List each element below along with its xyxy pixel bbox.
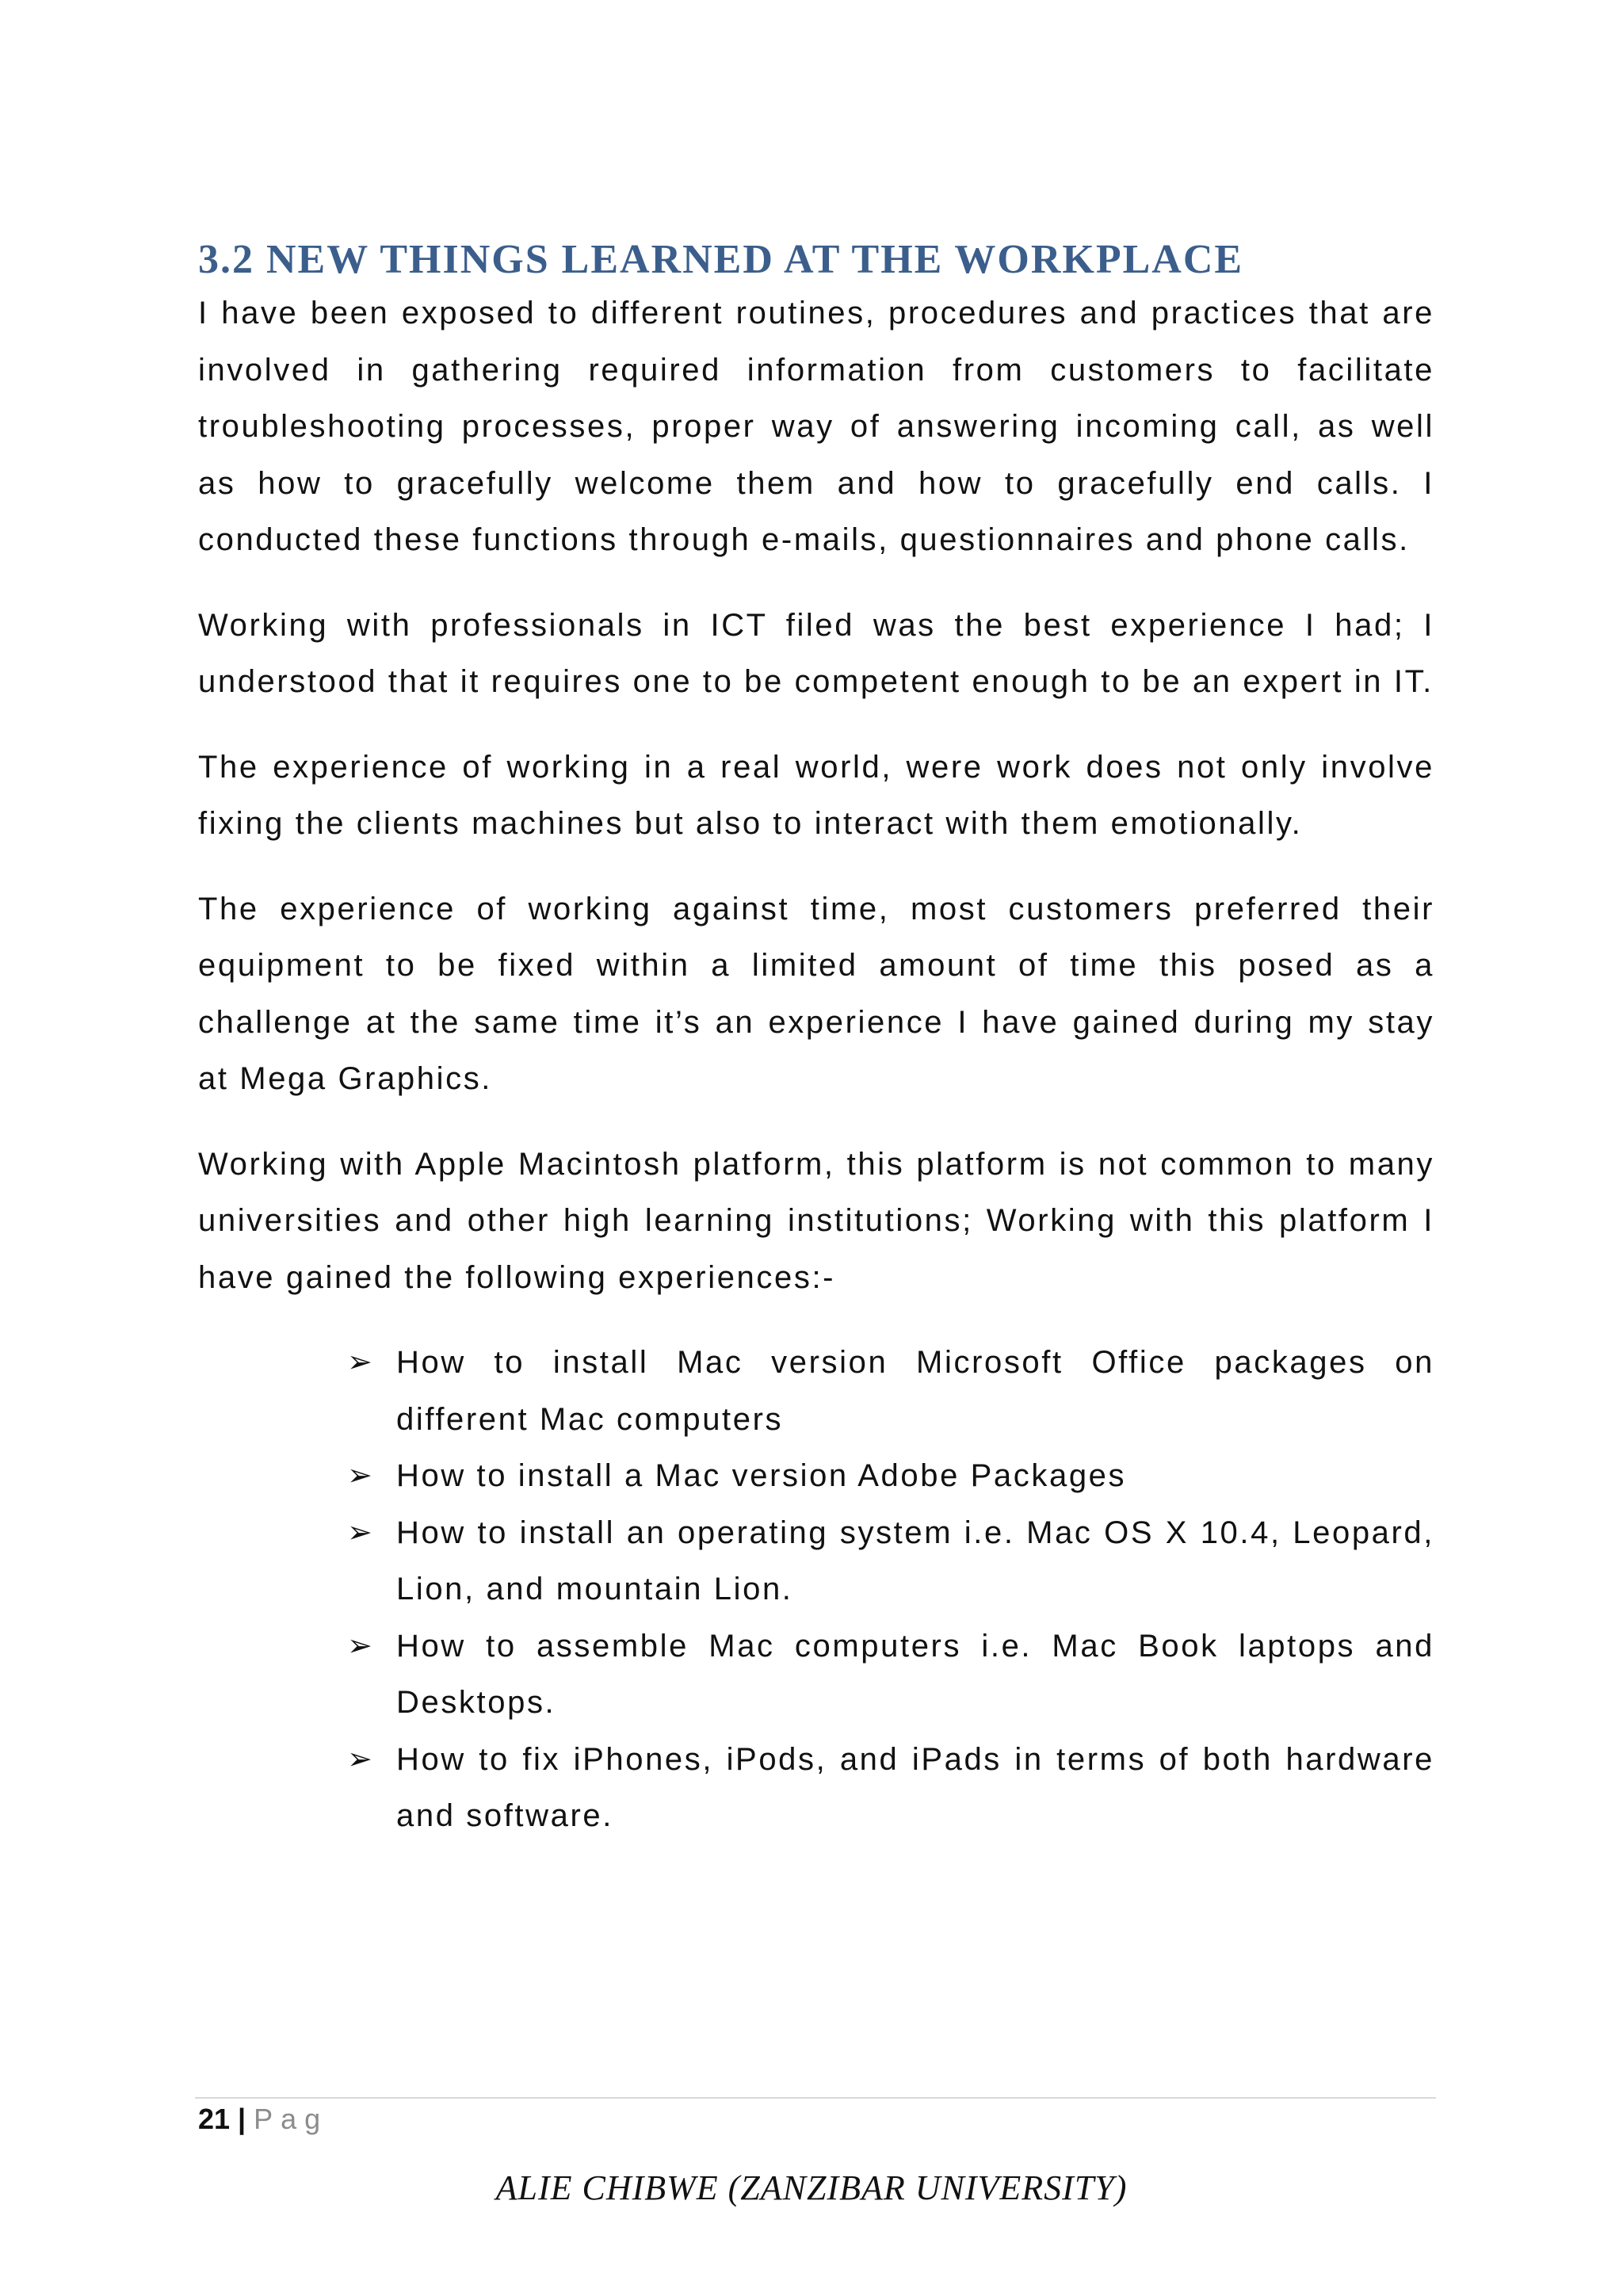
- list-item-text: How to install a Mac version Adobe Packages: [396, 1458, 1127, 1493]
- arrow-bullet-icon: ➢: [347, 1742, 375, 1776]
- arrow-bullet-icon: ➢: [347, 1346, 375, 1379]
- page-number-value: 21: [198, 2103, 231, 2135]
- experience-list: [198, 1335, 1434, 1845]
- paragraph: Working with professionals in ICT filed was the best experience I had; I understood that it requires one to be competent enough to be an expert in IT.: [198, 607, 1434, 699]
- page-number: [198, 2099, 328, 2140]
- section-heading: 3.2 NEW THINGS LEARNED AT THE WORKPLACE: [198, 237, 1244, 282]
- footer-divider: [195, 2097, 1436, 2099]
- list-item: [347, 1448, 1434, 1505]
- page-label: Pag: [254, 2103, 329, 2135]
- list-item-text: How to install an operating system i.e. Mac OS X 10.4, Leopard, Lion, and mountain Lion.: [396, 1515, 1434, 1606]
- list-item-text: How to assemble Mac computers i.e. Mac Book laptops and Desktops.: [396, 1628, 1434, 1720]
- arrow-bullet-icon: ➢: [347, 1515, 375, 1549]
- page-content: [198, 235, 1434, 1845]
- page-number-separator: |: [238, 2103, 246, 2135]
- arrow-bullet-icon: ➢: [347, 1459, 375, 1492]
- paragraph: I have been exposed to different routines, procedures and practices that are involved in gathering required information from customers to facilitate troubleshooting processes, proper way of answering incoming call, as well as how to gracefully welcome them and how to gracefully end calls. I conducted these functions through e-mails, questionnaires and phone calls.: [198, 296, 1434, 557]
- author-footer: ALIE CHIBWE (ZANZIBAR UNIVERSITY): [495, 2168, 1128, 2207]
- list-item: [347, 1505, 1434, 1618]
- paragraph: Working with Apple Macintosh platform, this platform is not common to many universities and other high learning institutions; Working with this platform I have gained the following experiences:-: [198, 1146, 1434, 1295]
- list-item: [347, 1618, 1434, 1732]
- list-item: [347, 1732, 1434, 1845]
- paragraph: The experience of working in a real world, were work does not only involve fixing the clients machines but also to interact with them emotionally.: [198, 749, 1434, 841]
- list-item-text: How to fix iPhones, iPods, and iPads in terms of both hardware and software.: [396, 1741, 1434, 1833]
- list-item-text: How to install Mac version Microsoft Office packages on different Mac computers: [396, 1345, 1434, 1437]
- list-item: [347, 1335, 1434, 1448]
- arrow-bullet-icon: ➢: [347, 1629, 375, 1663]
- paragraph: The experience of working against time, most customers preferred their equipment to be fixed within a limited amount of time this posed as a challenge at the same time it’s an experience I have gained during my stay at Mega Graphics.: [198, 891, 1434, 1096]
